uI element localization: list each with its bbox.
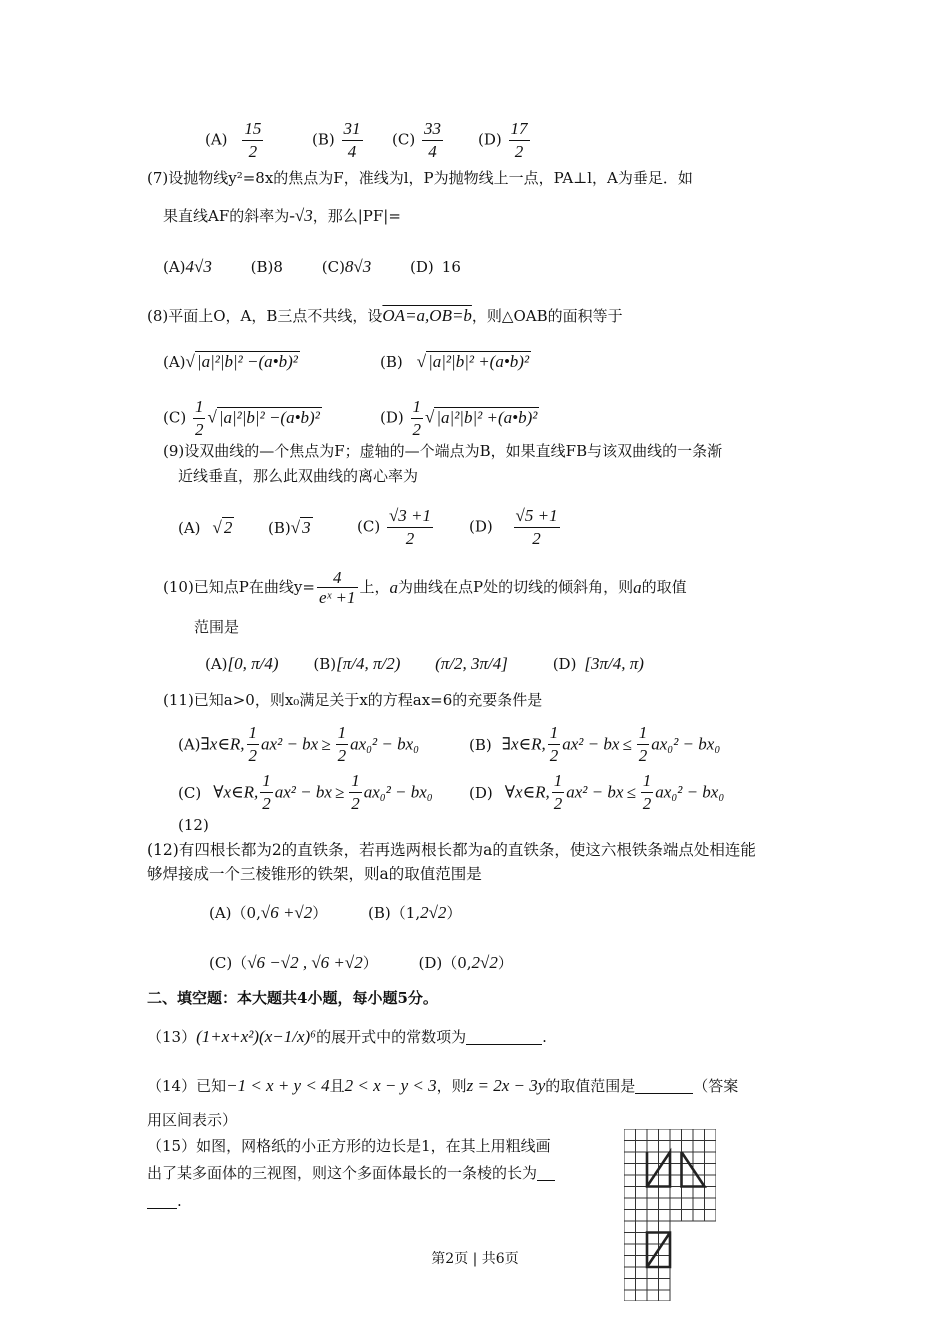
relation: ≤ <box>622 734 632 754</box>
option-label: (D) <box>469 783 493 802</box>
option-label: (A) <box>205 130 228 149</box>
option-label: (B) <box>469 735 492 754</box>
quantifier: ∀x∈R, <box>504 782 550 802</box>
q7-options <box>163 258 461 275</box>
quantifier: ∃x∈R, <box>200 734 245 754</box>
q10-alpha: a <box>389 578 399 597</box>
q10-option-b-value: [π/4, π/2) <box>336 654 401 673</box>
q15-line1: （15）如图，网格纸的小正方形的边长是1，在其上用粗线画 <box>147 1137 551 1155</box>
answer-blank[interactable] <box>147 1208 177 1209</box>
q10-option-d-value: [3π/4, π) <box>584 654 644 673</box>
q9-option-a: (A) √ 2 <box>178 518 233 537</box>
q9-option-b: (B)√ 3 <box>268 518 311 537</box>
option-label: (D) <box>469 517 493 536</box>
option-label: (B) <box>312 130 335 149</box>
q15-text: 出了某多面体的三视图，则这个多面体最长的一条棱的长为 <box>147 1164 538 1182</box>
paren: ） <box>497 954 513 972</box>
fraction <box>422 118 443 163</box>
option-label: (C) <box>357 517 381 536</box>
q13-end: . <box>542 1028 547 1046</box>
numerator: 4 <box>317 568 358 588</box>
option-label: (C) <box>392 130 416 149</box>
option-label: (B) <box>268 519 291 537</box>
numerator: √5 +1 <box>514 505 560 528</box>
q12-tag: (12) <box>178 816 209 834</box>
q15-line2 <box>147 1166 555 1181</box>
quantifier: ∃x∈R, <box>501 734 546 754</box>
q14-condition-1: −1 < x + y < 4 <box>226 1076 330 1095</box>
denominator: 2 <box>405 529 415 548</box>
q14-condition-2: 2 < x − y < 3 <box>344 1076 437 1095</box>
section-2-heading: 二、填空题：本大题共4小题，每小题5分。 <box>147 989 438 1007</box>
option-label: (C)（ <box>209 954 248 972</box>
q7-option-d-value: 16 <box>441 258 461 276</box>
option-label: (A) <box>178 735 201 754</box>
paren: ） <box>446 904 462 922</box>
q7-text: 果直线AF的斜率为 <box>163 207 290 225</box>
q6-option-a <box>205 118 265 163</box>
option-label: (C) <box>321 258 345 276</box>
q8-vectors: OA=a,OB=b <box>382 306 472 325</box>
option-label: (B) <box>250 258 274 276</box>
q9-option-c <box>357 505 435 550</box>
numerator: 17 <box>509 118 530 141</box>
fraction <box>387 505 433 550</box>
q6-option-b <box>312 118 365 163</box>
q8-option-d-value: |a|²|b|² +(a•b)² <box>436 407 538 427</box>
denominator: 4 <box>428 142 437 161</box>
q11-option-d: (D) ∀x∈R, $\frac{1}{2}$ ax² − bx ≤ $\frac{1}{2}$ ax₀² − bx₀ <box>469 771 725 813</box>
answer-blank[interactable] <box>466 1044 542 1045</box>
q12-option-a-value: √6 +√2 <box>260 903 313 922</box>
q13 <box>147 1028 547 1045</box>
option-label: (A) <box>205 655 228 673</box>
q8-option-c: (C) $\frac{1}{2}$ √ |a|²|b|² −(a•b)² <box>163 397 320 439</box>
denominator: 2 <box>248 142 258 161</box>
q8-option-a-value: |a|²|b|² −(a•b)² <box>196 352 298 371</box>
relation: ≥ <box>334 782 345 802</box>
q14-note: （答案 <box>693 1077 739 1095</box>
rhs: ax₀² − bx₀ <box>655 782 725 802</box>
answer-blank[interactable] <box>537 1180 555 1181</box>
q7-option-c-value: 8√3 <box>344 257 372 276</box>
numerator: 15 <box>242 118 263 141</box>
q8-option-b-value: |a|²|b|² +(a•b)² <box>428 352 530 371</box>
q14-line2: 用区间表示） <box>147 1111 238 1129</box>
fraction <box>514 505 560 550</box>
q8-option-d: (D) $\frac{1}{2}$ √ |a|²|b|² +(a•b)² <box>380 397 538 439</box>
q12-options-row1 <box>209 904 461 921</box>
option-label: (B)（1, <box>368 904 421 922</box>
q15-end: . <box>177 1192 182 1210</box>
numerator: 1 <box>193 396 206 419</box>
fraction <box>193 396 206 441</box>
q12-option-b-value: 2√2 <box>420 903 447 922</box>
q12-option-c-value: √6 −√2 , √6 +√2 <box>247 953 363 972</box>
option-label: (C) <box>178 783 202 802</box>
paren: ） <box>362 954 378 972</box>
q8-stem <box>147 307 623 324</box>
q10-line2: 范围是 <box>194 618 240 636</box>
q7-line2 <box>163 207 401 224</box>
lhs: ax² − bx <box>562 734 620 754</box>
q9-option-d <box>469 505 562 550</box>
q10-text: 的取值 <box>641 578 687 596</box>
q11-option-a: (A)∃x∈R, $\frac{1}{2}$ ax² − bx ≥ $\frac{1}{2}$ ax₀² − bx₀ <box>178 723 420 765</box>
option-label: (A) <box>163 353 186 371</box>
q7-slope: -√3 <box>289 206 313 225</box>
option-label: (D) <box>380 408 404 427</box>
q14-objective: z = 2x − 3y <box>466 1076 546 1095</box>
three-view-grid-figure <box>624 1129 716 1301</box>
rhs: ax₀² − bx₀ <box>350 734 420 754</box>
rhs: ax₀² − bx₀ <box>651 734 721 754</box>
fraction <box>342 118 363 163</box>
q13-label: （13） <box>147 1028 197 1046</box>
q14-line1 <box>147 1077 738 1094</box>
q10-options <box>205 655 644 672</box>
option-label: (B) <box>380 353 403 371</box>
q14-text: ，则 <box>436 1077 467 1095</box>
option-label: (D) <box>478 130 502 149</box>
q7-line1: (7)设抛物线y²=8x的焦点为F，准线为l，P为抛物线上一点，PA⊥l，A为垂足．如 <box>147 169 693 187</box>
numerator: 1 <box>411 396 424 419</box>
q9-line1: (9)设双曲线的—个焦点为F；虚轴的—个端点为B，如果直线FB与该双曲线的一条渐 <box>163 442 723 460</box>
lhs: ax² − bx <box>261 734 319 754</box>
q8-option-b: (B) √ |a|²|b|² +(a•b)² <box>380 352 530 371</box>
q8-text-end: ，则△OAB的面积等于 <box>471 307 623 325</box>
fraction <box>317 568 358 607</box>
q10-text: (10)已知点P在曲线y= <box>163 578 315 596</box>
fraction <box>509 118 530 163</box>
q12-line2: 够焊接成一个三棱锥形的铁架，则a的取值范围是 <box>147 865 482 883</box>
option-label: (D) <box>552 655 577 673</box>
q11-option-c: (C) ∀x∈R, $\frac{1}{2}$ ax² − bx ≥ $\frac{1}{2}$ ax₀² − bx₀ <box>178 771 433 813</box>
q6-option-d <box>478 118 532 163</box>
denominator: 2 <box>412 420 422 439</box>
option-label: (B) <box>313 655 337 673</box>
denominator: 2 <box>532 529 541 548</box>
option-label: (A) <box>178 519 201 537</box>
relation: ≥ <box>321 734 331 754</box>
denominator: 2 <box>194 420 204 439</box>
option-label: (D)（0, <box>418 954 472 972</box>
q11-option-b: (B) ∃x∈R, $\frac{1}{2}$ ax² − bx ≤ $\frac{1}{2}$ ax₀² − bx₀ <box>469 723 721 765</box>
q14-and: 且 <box>329 1077 345 1095</box>
lhs: ax² − bx <box>274 782 332 802</box>
q10-text: 上， <box>359 578 390 596</box>
q12-option-d-value: 2√2 <box>471 953 498 972</box>
q7-option-b-value: 8 <box>273 258 283 276</box>
q10-alpha: a <box>633 578 642 597</box>
q10-option-a-value: [0, π/4) <box>227 654 279 673</box>
option-label: (A) <box>163 258 186 276</box>
q11-stem: (11)已知a>0，则x₀满足关于x的方程ax=6的充要条件是 <box>163 691 543 709</box>
q15-line3 <box>147 1194 182 1209</box>
q10-option-c-value: (π/2, 3π/4] <box>435 654 508 673</box>
q7-option-a-value: 4√3 <box>185 257 212 276</box>
option-label: (C) <box>163 408 187 427</box>
fraction <box>242 118 263 163</box>
q13-expression: (1+x+x²)(x−1/x)⁶ <box>196 1027 317 1046</box>
lhs: ax² − bx <box>566 782 624 802</box>
numerator: √3 +1 <box>387 505 433 528</box>
relation: ≤ <box>626 782 636 802</box>
q8-text: (8)平面上O，A，B三点不共线，设 <box>147 307 383 325</box>
q9-option-b-value: 3 <box>302 518 311 537</box>
numerator: 33 <box>422 118 443 141</box>
q9-option-a-value: 2 <box>223 518 233 537</box>
denominator: 2 <box>514 142 524 161</box>
rhs: ax₀² − bx₀ <box>363 782 433 802</box>
q14-label: （14）已知 <box>147 1077 227 1095</box>
q8-option-c-value: |a|²|b|² −(a•b)² <box>218 407 320 427</box>
q10-stem <box>163 568 687 607</box>
q9-line2: 近线垂直，那么此双曲线的离心率为 <box>178 467 419 485</box>
denominator: 4 <box>347 142 357 161</box>
q14-text: 的取值范围是 <box>545 1077 636 1095</box>
q10-text: 为曲线在点P处的切线的倾斜角，则 <box>398 578 634 596</box>
answer-blank[interactable] <box>635 1093 693 1094</box>
page-footer: 第2页 | 共6页 <box>431 1251 519 1267</box>
q8-option-a: (A)√ |a|²|b|² −(a•b)² <box>163 352 298 371</box>
denominator: eˣ +1 <box>318 588 356 607</box>
fraction <box>411 396 424 441</box>
q12-options-row2 <box>209 954 513 971</box>
paren: ） <box>312 904 328 922</box>
q13-text: 的展开式中的常数项为 <box>316 1028 467 1046</box>
numerator: 31 <box>342 118 363 141</box>
q12-line1: (12)有四根长都为2的直铁条，若再选两根长都为a的直铁条，使这六根铁条端点处相连能 <box>147 841 756 859</box>
q7-text-end: ，那么|PF|= <box>312 207 401 225</box>
option-label: (A)（0, <box>209 904 261 922</box>
q6-option-c <box>392 118 445 163</box>
option-label: (D) <box>410 258 434 276</box>
quantifier: ∀x∈R, <box>213 782 259 802</box>
